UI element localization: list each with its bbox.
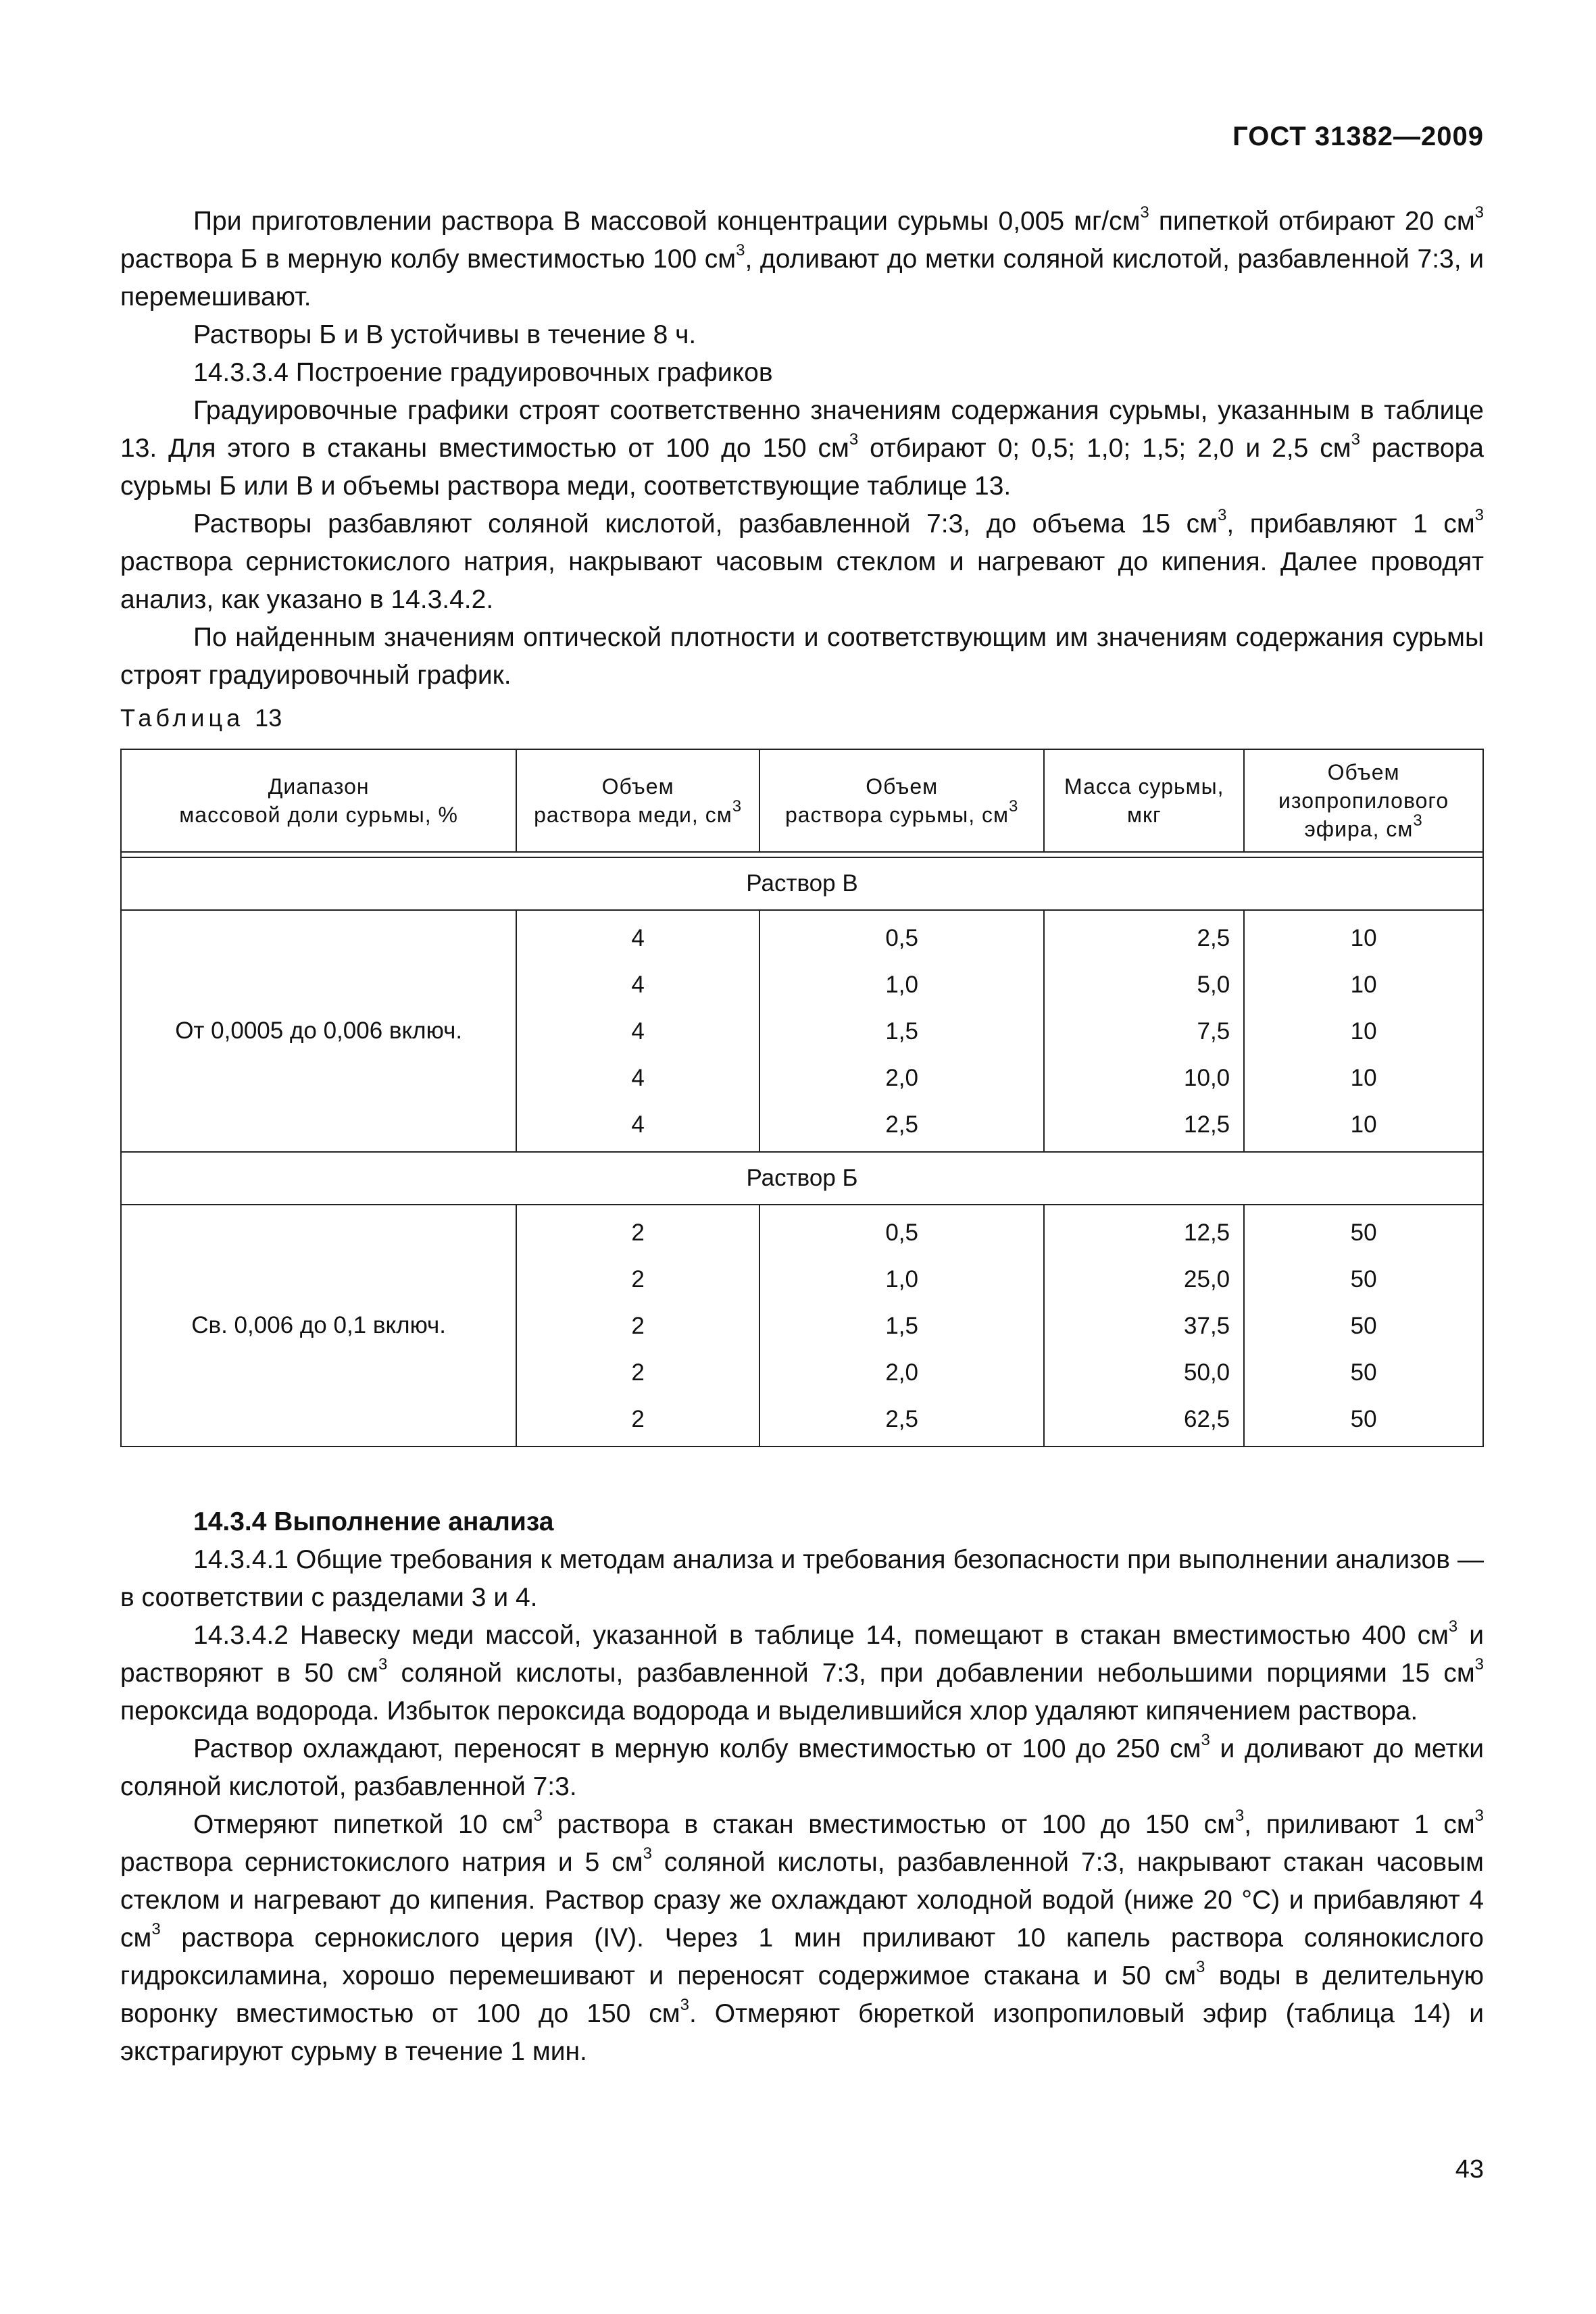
header-copper-volume: Объем раствора меди, $см^3$ (516, 749, 759, 852)
header-antimony-volume: Объем раствора сурьмы, $см^3$ (759, 749, 1045, 852)
paragraph-graph-build: По найденным значениям оптической плотности и соответствующим им значениям содержания сурьмы строят градуировочный график. (120, 623, 1484, 690)
paragraph-sample: 14.3.4.2 Навеску меди массой, указанной в таблице 14, помещают в стакан вместимостью 400 $см^3$ и растворяют в 50 $см^3$ соляной кислоты, разбавленной 7:3, при добавлении небольшими порциями 15 $см^3$ пероксида водорода. Избыток пероксида водорода и выделившийся хлор удаляют кипячением раствора. (120, 1617, 1484, 1726)
analysis-heading: 14.3.4 Выполнение анализа (193, 1507, 554, 1536)
mass-column: 2,5 5,0 7,5 10,0 12,5 (1044, 910, 1244, 1152)
section-heading-graphs: 14.3.3.4 Построение градуировочных графиков (193, 358, 773, 387)
group-title-v: Раствор В (121, 857, 1483, 910)
mass-column: 12,5 25,0 37,5 50,0 62,5 (1044, 1205, 1244, 1447)
paragraph-graphs: Градуировочные графики строят соответственно значениям содержания сурьмы, указанным в таблице 13. Для этого в стаканы вместимостью от 100 до 150 $см^3$ отбирают 0; 0,5; 1,0; 1,5; 2,0 и 2,5 $см^3$ раствора сурьмы Б или В и объемы раствора меди, соответствующие таблице 13. (120, 396, 1484, 501)
ether-column: 50 50 50 50 50 (1244, 1205, 1483, 1447)
antimony-column: 0,5 1,0 1,5 2,0 2,5 (759, 1205, 1045, 1447)
copper-column: 4 4 4 4 4 (516, 910, 759, 1152)
range-cell: Св. 0,006 до 0,1 включ. (121, 1205, 516, 1447)
analysis-section (120, 1503, 1484, 2071)
ether-column: 10 10 10 10 10 (1244, 910, 1483, 1152)
paragraph-extraction: Отмеряют пипеткой 10 $см^3$ раствора в стакан вместимостью от 100 до 150 $см^3$, приливают 1 $см^3$ раствора сернистокислого натрия и 5 $см^3$ соляной кислоты, разбавленной 7:3, накрывают стакан часовым стеклом и нагревают до кипения. Раствор сразу же охлаждают холодной водой (ниже 20 °C) и прибавляют 4 $см^3$ раствора сернокислого церия (IV). Через 1 мин приливают 10 капель раствора солянокислого гидроксиламина, хорошо перемешивают и переносят содержимое стакана и 50 $см^3$ воды в делительную воронку вместимостью от 100 до 150 $см^3$. Отмеряют бюреткой изопропиловый эфир (таблица 14) и экстрагируют сурьму в течение 1 мин. (120, 1807, 1484, 2066)
header-ether-volume: Объем изопропилового эфира, $см^3$ (1244, 749, 1483, 852)
paragraph-solution-v: При приготовлении раствора В массовой концентрации сурьмы 0,005 $мг/см^3$ пипеткой отбирают 20 $см^3$ раствора Б в мерную колбу вместимостью 100 $см^3$, доливают до метки соляной кислотой, разбавленной 7:3, и перемешивают. (120, 203, 1485, 311)
table-13 (120, 749, 1484, 1447)
page-number: 43 (1455, 2155, 1484, 2184)
antimony-column: 0,5 1,0 1,5 2,0 2,5 (759, 910, 1045, 1152)
header-range: Диапазон массовой доли сурьмы, % (121, 749, 516, 852)
group-title-b: Раствор Б (121, 1152, 1483, 1205)
paragraph-cooling: Раствор охлаждают, переносят в мерную колбу вместимостью от 100 до 250 $см^3$ и доливают до метки соляной кислотой, разбавленной 7:3. (120, 1731, 1484, 1801)
document-header: ГОСТ 31382—2009 (1232, 122, 1484, 151)
copper-column: 2 2 2 2 2 (516, 1205, 759, 1447)
table-caption: Таблица 13 (120, 704, 282, 732)
range-cell: От 0,0005 до 0,006 включ. (121, 910, 516, 1152)
header-antimony-mass: Масса сурьмы, мкг (1044, 749, 1244, 852)
intro-section (120, 203, 1484, 695)
paragraph-stability: Растворы Б и В устойчивы в течение 8 ч. (193, 320, 697, 349)
paragraph-general-requirements: 14.3.4.1 Общие требования к методам анализа и требования безопасности при выполнении анализов — в соответствии с разделами 3 и 4. (120, 1545, 1484, 1612)
paragraph-dilution: Растворы разбавляют соляной кислотой, разбавленной 7:3, до объема 15 $см^3$, прибавляют 1 $см^3$ раствора сернистокислого натрия, накрывают часовым стеклом и нагревают до кипения. Далее проводят анализ, как указано в 14.3.4.2. (120, 506, 1484, 614)
